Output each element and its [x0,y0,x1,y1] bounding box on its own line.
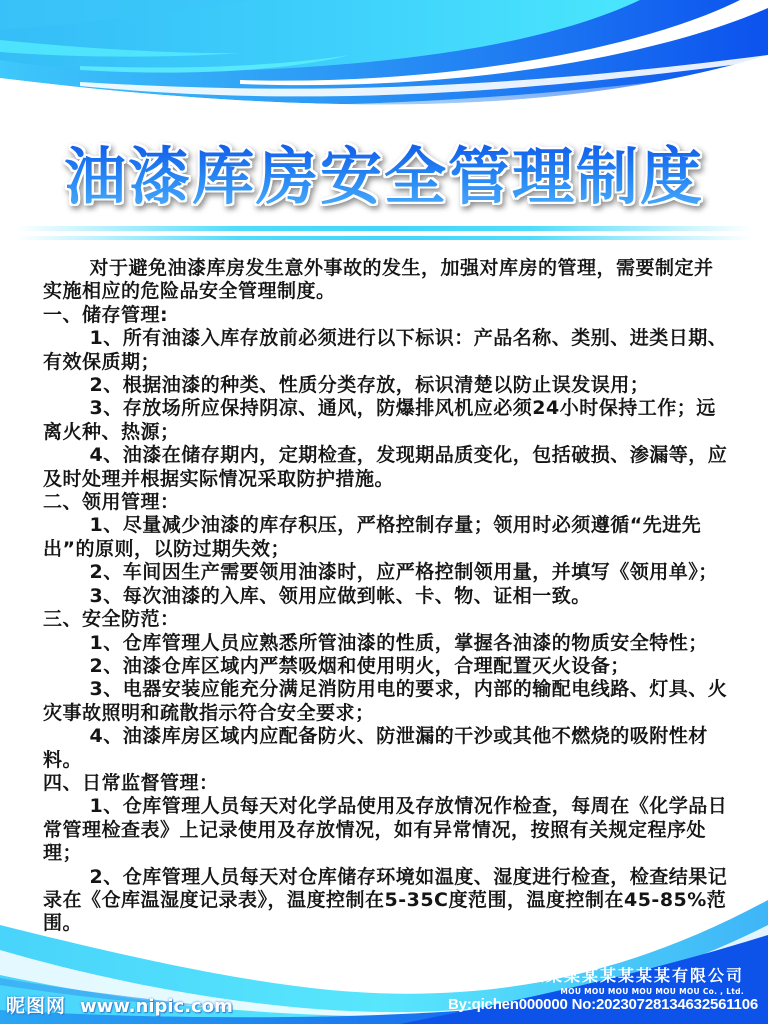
company-name-cn: 某某某某某某某某有限公司 [527,966,744,985]
section-item: 2、油漆仓库区域内严禁吸烟和使用明火，合理配置灭火设备； [89,654,630,677]
title-divider-top [15,226,753,231]
section-heading-requisition: 二、领用管理： [43,491,180,514]
watermark-url: www.nipic.com [79,996,233,1017]
intro-paragraph: 对于避免油漆库房发生意外事故的发生，加强对库房的管理，需要制定并实施相应的危险品安全管理制度。 [43,257,714,303]
section-item: 1、仓库管理人员应熟悉所管油漆的性质，掌握各油漆的物质安全特性； [89,631,708,654]
watermark-logo: 昵图网 [6,995,67,1017]
section-item: 1、仓库管理人员每天对化学品使用及存放情况作检查，每周在《化学品日常管理检查表》上记录使用及存放情况，如有异常情况，按照有关规定程序处理； [43,795,728,865]
title-divider-bottom [15,236,753,240]
company-name-en: MOU MOU MOU MOU MOU MOU Co. , Ltd. [560,987,744,996]
section-item: 4、油漆在储存期内，定期检查，发现期品质变化，包括破损、渗漏等，应及时处理并根据实际情况采取防护措施。 [43,444,728,490]
regulation-body [43,257,733,936]
section-heading-storage: 一、储存管理: [43,303,169,326]
section-item: 2、仓库管理人员每天对仓库储存环境如温度、湿度进行检查，检查结果记录在《仓库温湿度记录表》，温度控制在5-35C度范围，温度控制在45-85%范围。 [43,865,728,935]
section-item: 1、尽量减少油漆的库存积压，严格控制存量；领用时必须遵循“先进先出”的原则，以防过期失效； [43,514,702,560]
section-heading-supervision: 四、日常监督管理： [43,771,219,794]
page-title: 油漆库房安全管理制度 [0,132,768,222]
section-heading-safety: 三、安全防范： [43,608,180,631]
section-item: 2、车间因生产需要领用油漆时，应严格控制领用量，并填写《领用单》； [89,561,718,584]
section-item: 1、所有油漆入库存放前必须进行以下标识：产品名称、类别、进类日期、有效保质期； [43,327,728,373]
section-item: 4、油漆库房区域内应配备防火、防泄漏的干沙或其他不燃烧的吸附性材料。 [43,725,708,771]
section-item: 3、存放场所应保持阴凉、通风，防爆排风机应必须24小时保持工作；远离火种、热源； [43,397,716,443]
image-id-line: By:qichen000000 No:20230728134632561106 [448,996,758,1013]
section-item: 3、电器安装应能充分满足消防用电的要求，内部的输配电线路、灯具、火灾事故照明和疏散指示符合安全要求； [43,678,728,724]
watermark [6,994,233,1019]
section-item: 3、每次油漆的入库、领用应做到帐、卡、物、证相一致。 [89,584,591,607]
section-item: 2、根据油漆的种类、性质分类存放，标识清楚以防止误发误用； [89,374,650,397]
